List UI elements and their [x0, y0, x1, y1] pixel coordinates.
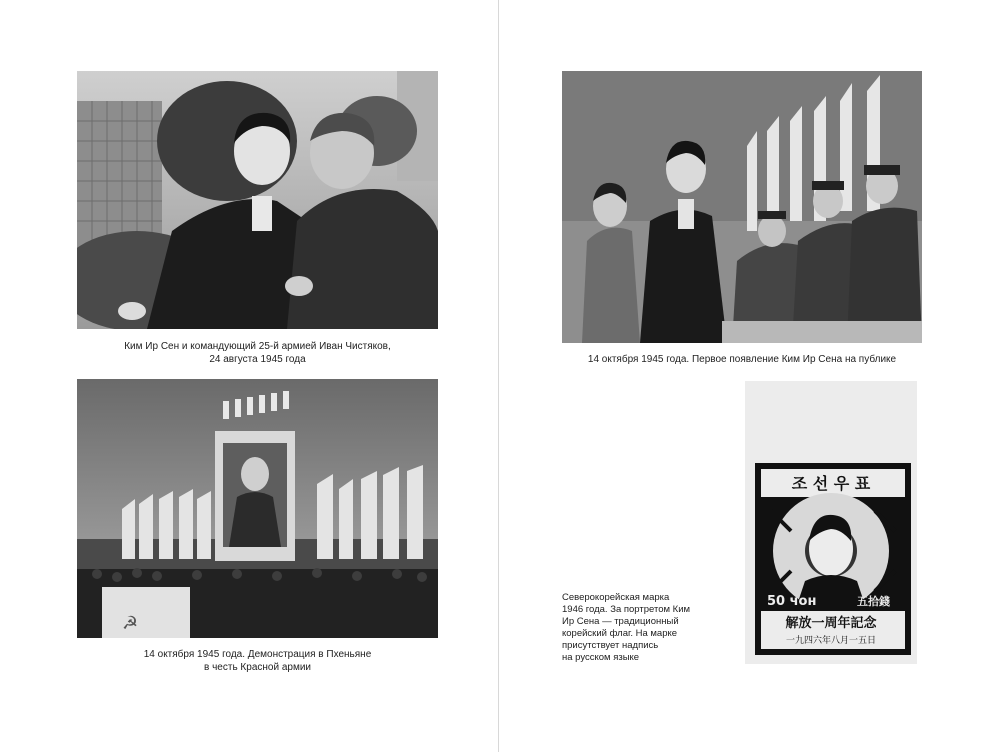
- caption-line: корейский флаг. На марке: [562, 628, 678, 639]
- svg-text:☭: ☭: [122, 613, 139, 634]
- caption-stamp: [562, 592, 712, 664]
- caption-photo-3: [562, 353, 922, 366]
- caption-photo-2: [77, 648, 438, 674]
- photo-kim-chistyakov: [77, 71, 438, 329]
- caption-line: 14 октября 1945 года. Первое появление Ким Ир Сена на публике: [587, 354, 897, 365]
- photo-pyongyang-demonstration: [77, 379, 438, 638]
- stamp-side-text: 五拾錢: [857, 595, 890, 608]
- caption-line: Ир Сена — традиционный: [562, 616, 679, 627]
- caption-photo-1: [77, 340, 438, 366]
- stamp-image: [745, 381, 917, 664]
- caption-line: 24 августа 1945 года: [209, 354, 306, 365]
- caption-line: 1946 года. За портретом Ким: [562, 604, 691, 615]
- stamp-top-text: 조 선 우 표: [791, 474, 871, 493]
- stamp-bottom-text-2: 一九四六年八月一五日: [785, 636, 877, 646]
- caption-line: 14 октября 1945 года. Демонстрация в Пхеньяне: [143, 649, 372, 660]
- page-gutter: [498, 0, 499, 752]
- stamp-bottom-text-1: 解放一周年記念: [785, 616, 877, 631]
- caption-line: присутствует надпись: [562, 640, 659, 651]
- caption-line: в честь Красной армии: [204, 662, 311, 673]
- caption-line: Северокорейская марка: [562, 592, 670, 603]
- photo-first-appearance: [562, 71, 922, 343]
- caption-line: Ким Ир Сен и командующий 25-й армией Иван Чистяков,: [124, 341, 391, 352]
- caption-line: на русском языке: [562, 652, 640, 663]
- stamp-denomination: 50 чон: [767, 594, 817, 609]
